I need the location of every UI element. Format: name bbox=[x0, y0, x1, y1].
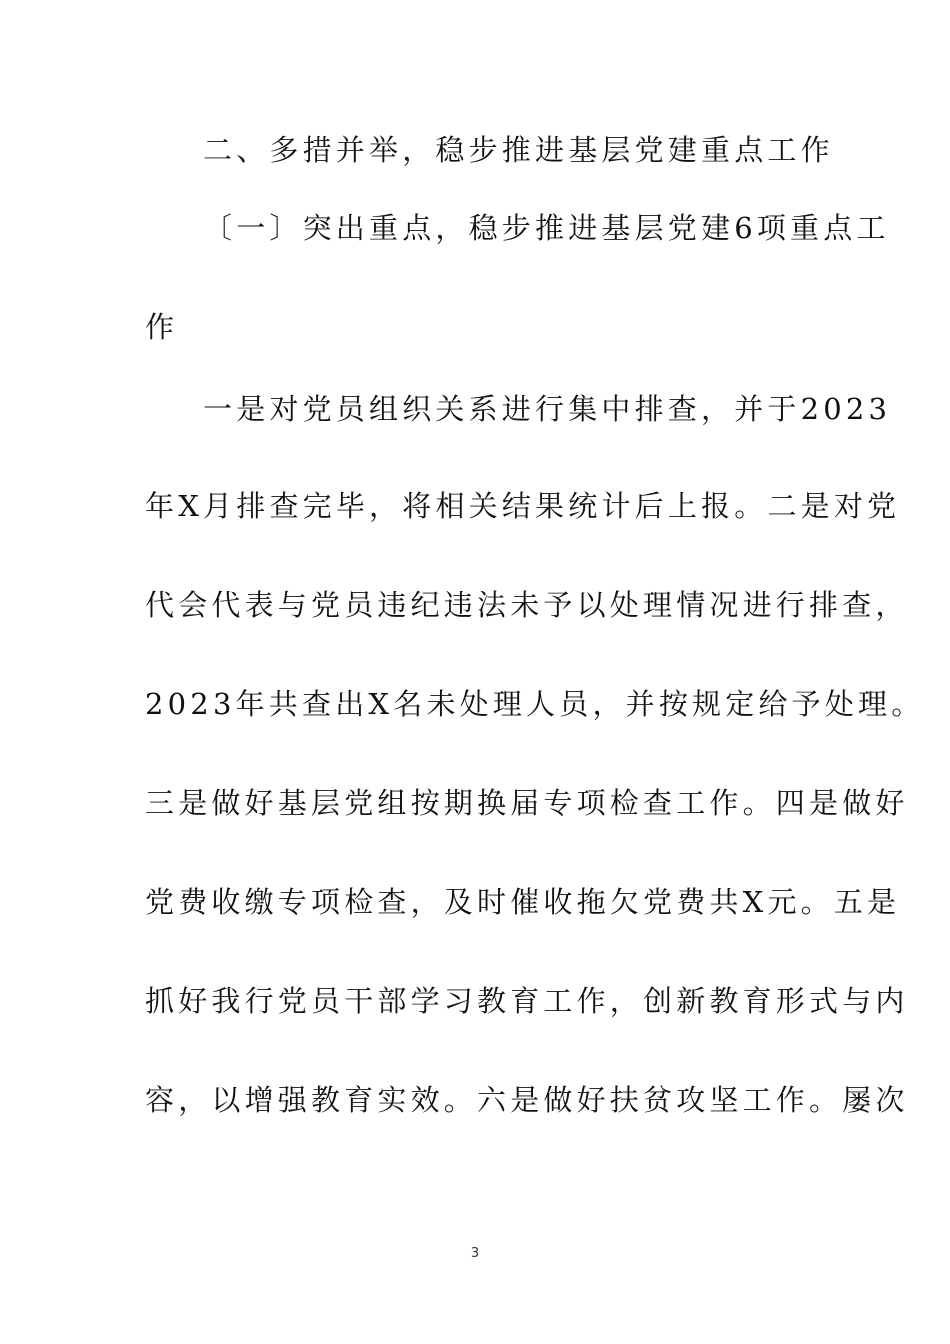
body-line: 容，以增强教育实效。六是做好扶贫攻坚工作。屡次 bbox=[145, 1083, 909, 1117]
body-line: 党费收缴专项检查，及时催收拖欠党费共X元。五是 bbox=[145, 885, 901, 919]
body-line: 代会代表与党员违纪违法未予以处理情况进行排查， bbox=[145, 588, 909, 622]
section-heading: 二、多措并举，稳步推进基层党建重点工作 bbox=[203, 133, 834, 167]
subsection-heading-line-2: 作 bbox=[145, 310, 179, 344]
body-line: 2023年共查出X名未处理人员，并按规定给予处理。 bbox=[145, 687, 925, 721]
body-line: 三是做好基层党组按期换届专项检查工作。四是做好 bbox=[145, 786, 909, 820]
page-number: 3 bbox=[470, 1246, 480, 1261]
body-line: 一是对党员组织关系进行集中排查，并于2023 bbox=[203, 392, 892, 426]
body-line: 年X月排查完毕，将相关结果统计后上报。二是对党 bbox=[145, 489, 901, 523]
body-line: 抓好我行党员干部学习教育工作，创新教育形式与内 bbox=[145, 984, 909, 1018]
subsection-heading-line-1: 〔一〕突出重点，稳步推进基层党建6项重点工 bbox=[203, 211, 890, 245]
